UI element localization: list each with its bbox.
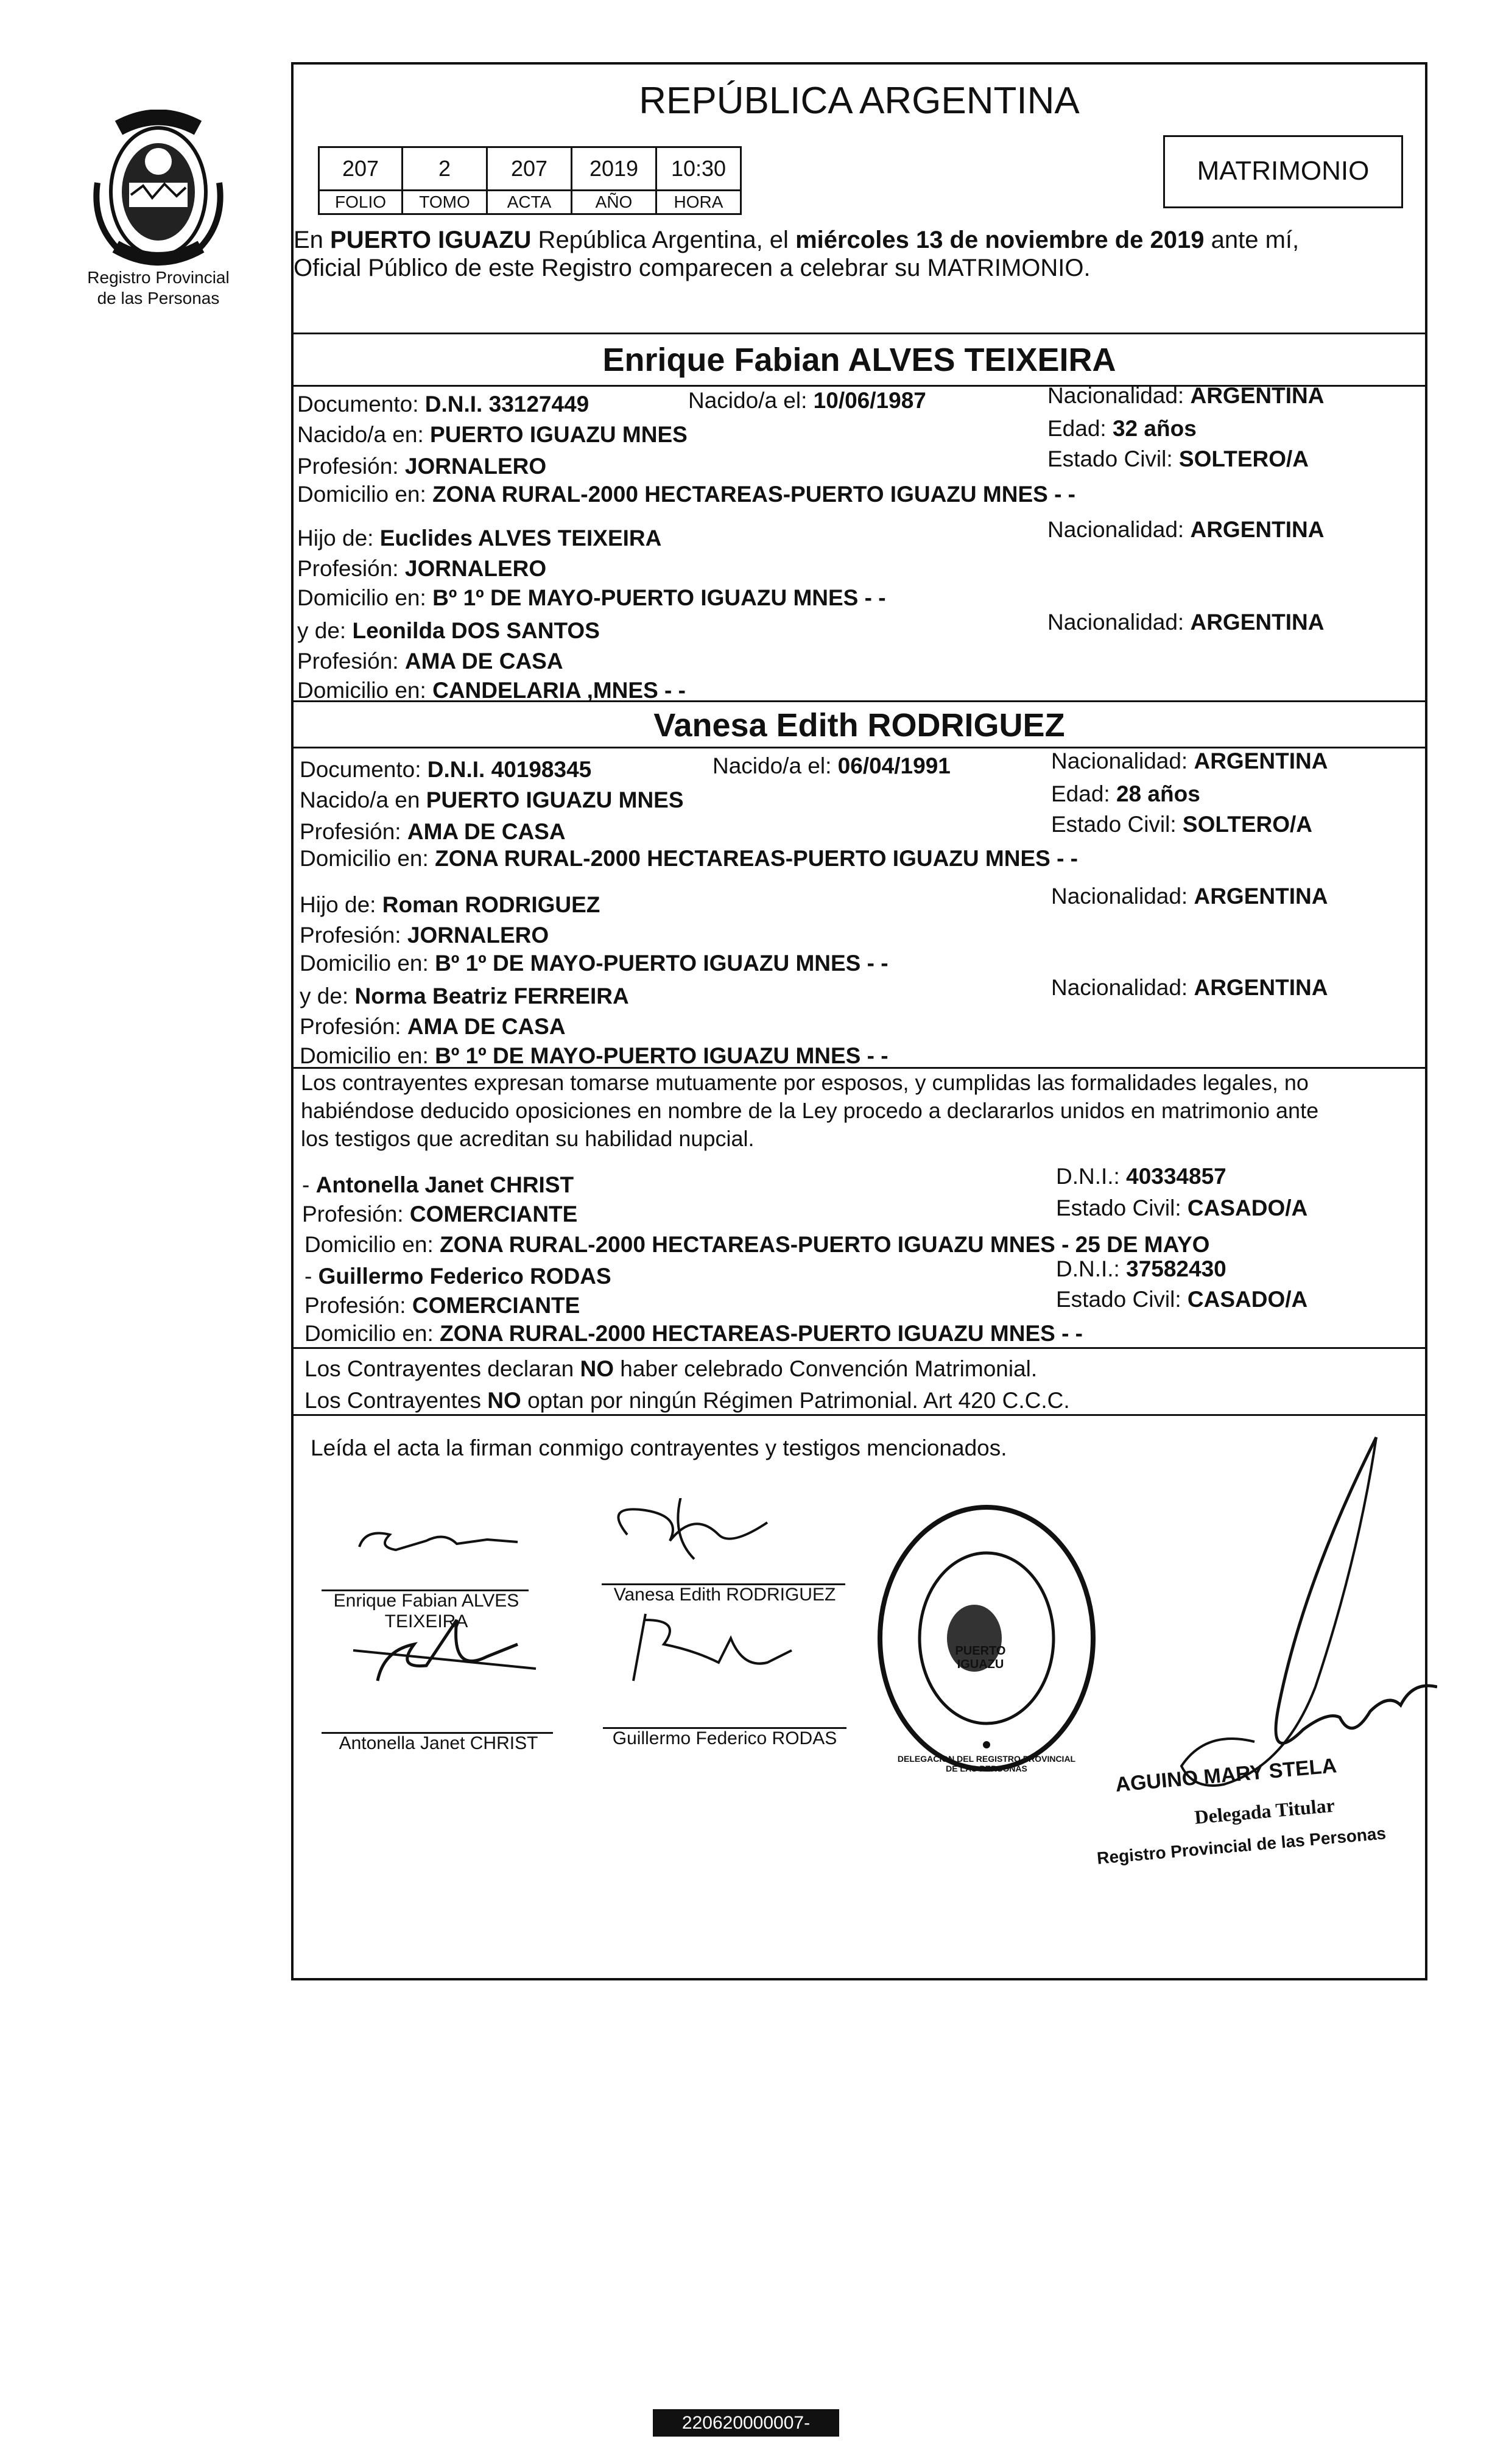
groom-nacido-el: Nacido/a el: 10/06/1987 <box>688 388 926 413</box>
official-title: Delegada Titular <box>1194 1793 1336 1828</box>
witness-2-domicilio: Domicilio en: ZONA RURAL-2000 HECTAREAS-PUERTO IGUAZU MNES - - <box>304 1321 1083 1346</box>
groom-signature-label-2: TEIXEIRA <box>384 1611 468 1632</box>
bride-father-profesion: Profesión: JORNALERO <box>300 923 549 948</box>
groom-estado-civil: Estado Civil: SOLTERO/A <box>1047 446 1309 471</box>
witness-1-estado-civil: Estado Civil: CASADO/A <box>1056 1195 1308 1220</box>
bride-mother: y de: Norma Beatriz FERREIRA <box>300 984 629 1008</box>
logo-caption-2: de las Personas <box>97 289 220 308</box>
bride-mother-nacionalidad: Nacionalidad: ARGENTINA <box>1051 975 1328 1000</box>
bride-domicilio: Domicilio en: ZONA RURAL-2000 HECTAREAS-PUERTO IGUAZU MNES - - <box>300 846 1079 871</box>
groom-mother: y de: Leonilda DOS SANTOS <box>297 618 600 643</box>
witness-1-profesion: Profesión: COMERCIANTE <box>302 1202 578 1227</box>
witness-1-signature-label: Antonella Janet CHRIST <box>339 1733 538 1753</box>
groom-edad: Edad: 32 años <box>1047 416 1197 441</box>
groom-mother-nacionalidad: Nacionalidad: ARGENTINA <box>1047 610 1325 635</box>
province-emblem-icon <box>85 110 231 268</box>
folio-value: 207 <box>318 146 403 191</box>
divider <box>291 1347 1427 1349</box>
witness-2-estado-civil: Estado Civil: CASADO/A <box>1056 1287 1308 1312</box>
witness-2-dni: D.N.I.: 37582430 <box>1056 1256 1226 1281</box>
groom-domicilio: Domicilio en: ZONA RURAL-2000 HECTAREAS-PUERTO IGUAZU MNES - - <box>297 482 1076 507</box>
divider <box>291 700 1427 702</box>
groom-profesion: Profesión: JORNALERO <box>297 454 547 479</box>
bride-nacionalidad: Nacionalidad: ARGENTINA <box>1051 748 1328 773</box>
acta-value: 207 <box>486 146 572 191</box>
groom-nacido-en: Nacido/a en: PUERTO IGUAZU MNES <box>297 422 688 447</box>
stamp-ring-text: DELEGACION DEL REGISTRO PROVINCIAL DE LAS PERSONAS <box>897 1754 1076 1773</box>
act-type-box: MATRIMONIO <box>1163 135 1403 208</box>
stamp-seal-icon <box>871 1498 1102 1778</box>
convention-line-1: Los Contrayentes declaran NO haber celebrado Convención Matrimonial. <box>304 1356 1038 1381</box>
witness-2-signature-label: Guillermo Federico RODAS <box>612 1728 837 1748</box>
anio-value: 2019 <box>571 146 657 191</box>
declaration-line-2: habiéndose deducido oposiciones en nombre de la Ley procedo a declararlos unidos en matrimonio ante <box>301 1098 1319 1123</box>
groom-name: Enrique Fabian ALVES TEIXEIRA <box>602 342 1116 378</box>
footer-code: 220620000007-042766 <box>653 2409 839 2437</box>
intro-date: miércoles 13 de noviembre de 2019 <box>795 227 1205 253</box>
groom-nacionalidad: Nacionalidad: ARGENTINA <box>1047 383 1325 408</box>
divider <box>291 1414 1427 1416</box>
acta-label: ACTA <box>486 189 572 215</box>
groom-documento: Documento: D.N.I. 33127449 <box>297 392 589 417</box>
witness-2-name: - Guillermo Federico RODAS <box>304 1264 611 1289</box>
intro-city: PUERTO IGUAZU <box>330 227 532 253</box>
folio-label: FOLIO <box>318 189 403 215</box>
stamp-center-text: PUERTO IGUAZU <box>955 1644 1006 1671</box>
witness-1-name: - Antonella Janet CHRIST <box>302 1172 574 1197</box>
divider <box>291 333 1427 334</box>
official-name: AGUINO MARY STELA <box>1114 1754 1338 1797</box>
tomo-label: TOMO <box>401 189 488 215</box>
bride-mother-domicilio: Domicilio en: Bº 1º DE MAYO-PUERTO IGUAZU MNES - - <box>300 1043 889 1068</box>
bride-profesion: Profesión: AMA DE CASA <box>300 819 566 844</box>
groom-father: Hijo de: Euclides ALVES TEIXEIRA <box>297 526 662 551</box>
official-stamp <box>871 1498 1102 1778</box>
logo-caption-1: Registro Provincial <box>87 268 230 287</box>
groom-signature-label-1: Enrique Fabian ALVES <box>333 1591 519 1611</box>
convention-line-2: Los Contrayentes NO optan por ningún Régimen Patrimonial. Art 420 C.C.C. <box>304 1388 1070 1413</box>
groom-father-profesion: Profesión: JORNALERO <box>297 556 547 581</box>
anio-label: AÑO <box>571 189 657 215</box>
tomo-value: 2 <box>401 146 488 191</box>
groom-father-nacionalidad: Nacionalidad: ARGENTINA <box>1047 517 1325 542</box>
bride-father-domicilio: Domicilio en: Bº 1º DE MAYO-PUERTO IGUAZU MNES - - <box>300 951 889 976</box>
intro-line-2: Oficial Público de este Registro comparecen a celebrar su MATRIMONIO. <box>294 255 1091 281</box>
witness-1-domicilio: Domicilio en: ZONA RURAL-2000 HECTAREAS-PUERTO IGUAZU MNES - 25 DE MAYO <box>304 1232 1210 1257</box>
bride-documento: Documento: D.N.I. 40198345 <box>300 757 592 782</box>
bride-father-nacionalidad: Nacionalidad: ARGENTINA <box>1051 884 1328 909</box>
bride-mother-profesion: Profesión: AMA DE CASA <box>300 1014 566 1039</box>
bride-name: Vanesa Edith RODRIGUEZ <box>653 707 1065 744</box>
hora-value: 10:30 <box>655 146 742 191</box>
official-office: Registro Provincial de las Personas <box>1096 1823 1387 1868</box>
groom-mother-profesion: Profesión: AMA DE CASA <box>297 649 563 674</box>
witness-2-profesion: Profesión: COMERCIANTE <box>304 1293 580 1318</box>
hora-label: HORA <box>655 189 742 215</box>
declaration-line-1: Los contrayentes expresan tomarse mutuamente por esposos, y cumplidas las formalidades legales, no <box>301 1070 1309 1095</box>
bride-nacido-en: Nacido/a en PUERTO IGUAZU MNES <box>300 787 684 812</box>
declaration-line-3: los testigos que acreditan su habilidad nupcial. <box>301 1126 755 1151</box>
bride-signature-label: Vanesa Edith RODRIGUEZ <box>613 1585 836 1605</box>
witness-1-dni: D.N.I.: 40334857 <box>1056 1164 1226 1189</box>
closing-text: Leída el acta la firman conmigo contrayentes y testigos mencionados. <box>311 1435 1007 1460</box>
groom-father-domicilio: Domicilio en: Bº 1º DE MAYO-PUERTO IGUAZU MNES - - <box>297 585 886 610</box>
divider <box>291 1067 1427 1069</box>
bride-nacido-el: Nacido/a el: 06/04/1991 <box>713 753 951 778</box>
groom-mother-domicilio: Domicilio en: CANDELARIA ,MNES - - <box>297 678 686 703</box>
province-logo <box>85 110 231 268</box>
intro-line-1: En PUERTO IGUAZU República Argentina, el miércoles 13 de noviembre de 2019 ante mí, <box>294 227 1300 253</box>
document-title: REPÚBLICA ARGENTINA <box>639 80 1080 122</box>
bride-father: Hijo de: Roman RODRIGUEZ <box>300 892 600 917</box>
bride-edad: Edad: 28 años <box>1051 781 1200 806</box>
bride-estado-civil: Estado Civil: SOLTERO/A <box>1051 812 1313 837</box>
